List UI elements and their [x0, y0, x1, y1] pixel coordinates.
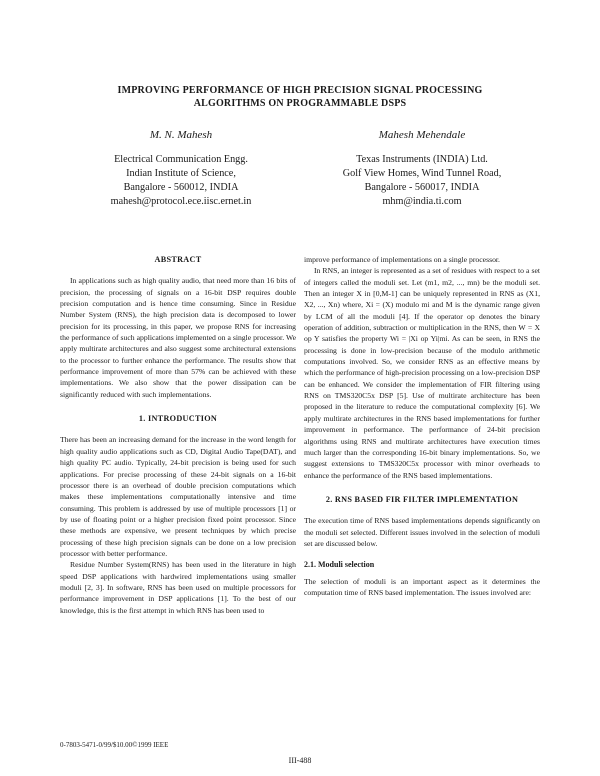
subsection-2-1-heading: 2.1. Moduli selection [304, 560, 375, 570]
author-name: Mahesh Mehendale [378, 129, 466, 141]
page-number: III-488 [288, 756, 312, 765]
introduction-paragraph: There has been an increasing demand for the increase in the word length for high quality audio applications such as CD, Digital Audio Tape(DAT), and high quality PC audio. Typically, 24-bit precision is being used for such applications. For precise processing of these 24-bit signals on a 16-bit processor there is an overhead of double precision computations which makes these implementations computationally intensive and time consuming. This problem is addressed by use of multiple processors [1] or by use of floating point or a higher precision fixed point processor. Since these methods are expensive, we present techniques by which precise processing of these high precision signals can be done on a low precision processor with better performance. [60, 435, 296, 558]
right-column [304, 254, 540, 598]
paper-title-line-2: ALGORITHMS ON PROGRAMMABLE DSPS [193, 98, 407, 109]
author-affiliation: Texas Instruments (INDIA) Ltd. [356, 154, 488, 165]
author-affiliation: Bangalore - 560017, INDIA [364, 182, 480, 193]
copyright-code: 0-7803-5471-0/99/$10.00©1999 IEEE [60, 741, 169, 749]
section-2-heading: 2. RNS BASED FIR FILTER IMPLEMENTATION [325, 494, 519, 504]
left-column [60, 254, 296, 616]
rns-paragraph: In RNS, an integer is represented as a set of residues with respect to a set of integers called the moduli set. Let (m1, m2, ..., mn) be the moduli set. Then an integer X in [0,M-1] can be uniquely represented in RNS as (X1, X2, ..., Xn) where, Xi = (X) modulo mi and M is the dynamic range given by LCM of all the moduli [4]. If the operator op denotes the binary operation of addition, subtraction or multiplication in the RNS, then W = X op Y satisfies the property Wi = |Xi op Yi|mi. As can be seen, in RNS the processing is done in low-precision because of the modulo arithmetic computations involved. So, we consider RNS as an effective means by which the performance of high-precision processing on a low-precision DSP can be enhanced. We consider the implementation of FIR filtering using RNS on TMS320C5x DSP [5]. Use of multirate architecture has been proposed in the literature to reduce the computational complexity [6]. We apply multirate architectures in the RNS based implementations for further improvement in performance. The performance of 24-bit precision algorithms using RNS and multirate architectures have execution times much larger than the corresponding 16-bit binary implementations. So, we suggest extensions to TMS320C5x processor with minor overheads to enhance the performance of the RNS based implementations. [304, 266, 540, 480]
author-block-1 [56, 128, 306, 209]
abstract-text: In applications such as high quality audio, that need more than 16 bits of precision, the processing of signals on a 16-bit DSP requires double precision computation and is hence time consuming. Since in Residue Number System (RNS), the high precision data is decomposed to lower precision for its processing, in this paper, we propose RNS for increasing the performance of such applications implemented on a single processor. We apply multirate architectures and also suggest some architectural extensions to the processor to further enhance the performance. The results show that performance improvement of more than 57% can be achieved with these implementations. We also show that the power dissipation can be significantly reduced with such implementations. [60, 276, 296, 399]
author-affiliation: Golf View Homes, Wind Tunnel Road, [342, 168, 502, 179]
author-email: mhm@india.ti.com [382, 196, 462, 207]
abstract-heading: ABSTRACT [154, 255, 202, 264]
author-affiliation: Electrical Communication Engg. [114, 154, 248, 165]
paper-title-line-1: IMPROVING PERFORMANCE OF HIGH PRECISION SIGNAL PROCESSING [117, 85, 483, 96]
introduction-heading: 1. INTRODUCTION [138, 414, 218, 424]
author-email: mahesh@protocol.ece.iisc.ernet.in [110, 196, 252, 207]
author-affiliation: Indian Institute of Science, [126, 168, 236, 179]
body-paragraph: improve performance of implementations on a single processor. [304, 255, 500, 264]
introduction-paragraph: Residue Number System(RNS) has been used in the literature in high speed DSP applications with hardwired implementations using smaller moduli [2, 3]. In software, RNS has been used on multiple processors for performance improvement in DSP applications [1]. To the best of our knowledge, this is the first attempt in which RNS has been used to [60, 560, 296, 615]
author-affiliation: Bangalore - 560012, INDIA [123, 182, 239, 193]
subsection-2-1-paragraph: The selection of moduli is an important aspect as it determines the computation time of RNS based implementation. The issues involved are: [304, 576, 540, 597]
author-block-2 [297, 128, 547, 209]
author-name: M. N. Mahesh [149, 129, 213, 141]
section-2-paragraph: The execution time of RNS based implementations depends significantly on the moduli set selected. Different issues involved in the selection of moduli set are discussed below. [304, 516, 540, 548]
